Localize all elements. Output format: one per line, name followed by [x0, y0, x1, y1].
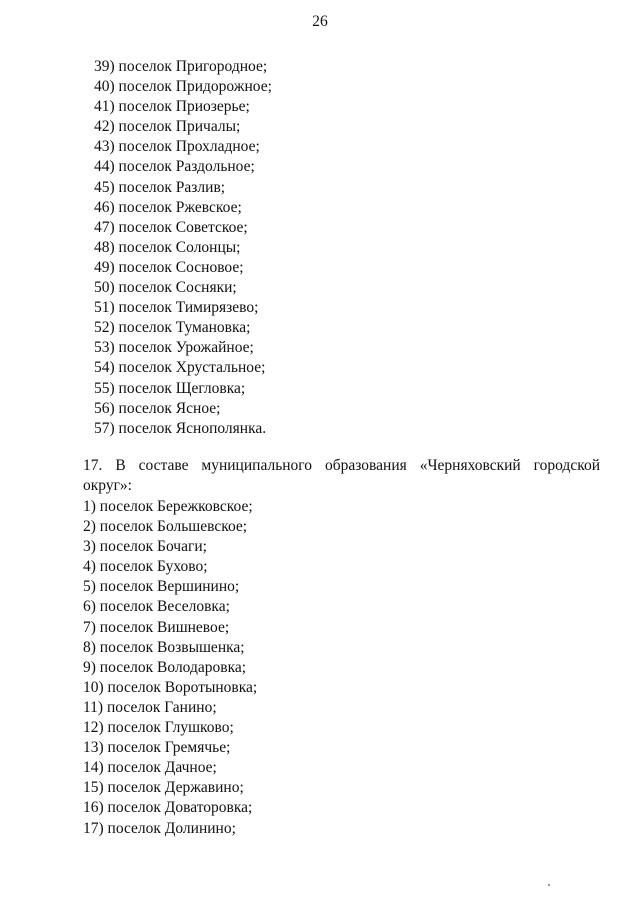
list-item: 51) поселок Тимирязево;	[94, 299, 259, 317]
list-item: 6) поселок Веселовка;	[83, 598, 230, 616]
list-item: 52) поселок Тумановка;	[94, 319, 251, 337]
list-item: 42) поселок Причалы;	[94, 118, 241, 136]
list-item: 13) поселок Гремячье;	[83, 739, 231, 757]
list-item: 8) поселок Возвышенка;	[83, 638, 245, 656]
list-item: 44) поселок Раздольное;	[94, 158, 255, 176]
list-item: 56) поселок Ясное;	[94, 399, 221, 417]
list-item: 55) поселок Щегловка;	[94, 379, 246, 397]
list-item: 46) поселок Ржевское;	[94, 198, 242, 216]
section-heading-line-2: округ»:	[83, 477, 132, 495]
list-item: 4) поселок Бухово;	[83, 558, 208, 576]
list-item: 47) поселок Советское;	[94, 218, 248, 236]
list-item: 49) поселок Сосновое;	[94, 258, 244, 276]
list-item: 7) поселок Вишневое;	[83, 618, 230, 636]
list-item: 2) поселок Большевское;	[83, 518, 248, 536]
list-item: 54) поселок Хрустальное;	[94, 359, 266, 377]
settlement-list-chernyakhovsk	[83, 497, 257, 839]
settlement-list-continued	[94, 57, 272, 439]
section-heading	[83, 456, 600, 496]
list-item: 9) поселок Володаровка;	[83, 658, 247, 676]
list-item: 3) поселок Бочаги;	[83, 538, 207, 556]
list-item: 43) поселок Прохладное;	[94, 138, 260, 156]
section-heading-line-1: 17. В составе муниципального образования «Черняховский городской	[83, 457, 600, 474]
list-item: 50) поселок Сосняки;	[94, 279, 237, 297]
list-item: 15) поселок Державино;	[83, 779, 244, 797]
list-item: 53) поселок Урожайное;	[94, 339, 254, 357]
list-item: 17) поселок Долинино;	[83, 819, 236, 837]
page-number: 26	[312, 13, 328, 30]
list-item: 14) поселок Дачное;	[83, 759, 217, 777]
list-item: 48) поселок Солонцы;	[94, 238, 241, 256]
list-item: 39) поселок Пригородное;	[94, 58, 268, 75]
list-item: 12) поселок Глушково;	[83, 719, 234, 737]
list-item: 5) поселок Вершинино;	[83, 578, 240, 596]
list-item: 16) поселок Доваторовка;	[83, 799, 253, 817]
list-item: 1) поселок Бережковское;	[83, 498, 253, 515]
list-item: 10) поселок Воротыновка;	[83, 678, 258, 696]
list-item: 45) поселок Разлив;	[94, 178, 226, 196]
list-item: 41) поселок Приозерье;	[94, 98, 250, 116]
list-item: 40) поселок Придорожное;	[94, 78, 272, 96]
scan-speck	[548, 884, 550, 886]
list-item: 11) поселок Ганино;	[83, 698, 217, 716]
list-item: 57) поселок Яснополянка.	[94, 419, 267, 437]
